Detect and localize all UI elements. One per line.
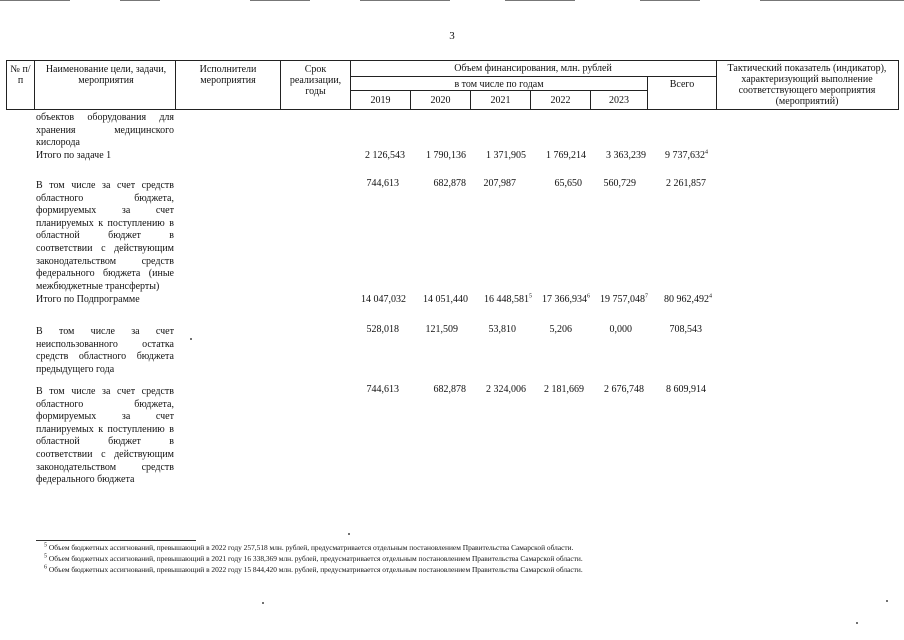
header-year-2020: 2020 [430, 95, 451, 106]
header-by-years: в том числе по годам [454, 79, 544, 90]
value-cell: 1 790,136 [426, 150, 466, 161]
scan-speck [262, 602, 264, 604]
header-year-2019: 2019 [370, 95, 391, 106]
value-cell: 1 769,214 [546, 150, 586, 161]
value-cell: 5,206 [549, 324, 572, 335]
scan-speck [886, 600, 888, 602]
value-cell: 3 363,239 [606, 150, 646, 161]
header-total: Всего [669, 79, 695, 90]
value-cell: 16 448,581$^5$ [484, 293, 532, 305]
footnote-divider [36, 540, 196, 541]
row-federal-funds-label: В том числе за счет средств областного бюджета, формируемых за счет планируемых к поступлению в областной бюджет в соответствии с действующим законодательством средств федерального бюджета [36, 386, 174, 486]
footnote: $^5$ Объем бюджетных ассигнований, превышающий в 2021 году 16 338,369 млн. рублей, предусматривается отдельным постановлением Правительства Самарской области. [44, 553, 583, 563]
value-cell: 744,613 [366, 384, 399, 395]
row-continuation-label: объектов оборудования для хранения медицинского кислорода [36, 112, 174, 149]
value-cell-total: 708,543 [669, 324, 702, 335]
value-cell: 207,987 [483, 178, 516, 189]
value-cell: 2 181,669 [544, 384, 584, 395]
top-edge-rules [0, 0, 904, 2]
value-cell: 2 126,543 [365, 150, 405, 161]
page-number: 3 [449, 30, 455, 42]
value-cell: 53,810 [488, 324, 516, 335]
row-federal-transfers-label: В том числе за счет средств областного бюджета, формируемых за счет планируемых к поступлению в областной бюджет в соответствии с действующим законодательством средств федерального бюджета (иные межбюджетные трансферты) [36, 180, 174, 292]
header-indicator: Тактический показатель (индикатор), характеризующий выполнение соответствующего мероприятия (мероприятий) [727, 63, 887, 107]
value-cell: 65,650 [554, 178, 582, 189]
header-term: Срок реализации, годы [289, 64, 342, 97]
row-task1-total-label: Итого по задаче 1 [36, 150, 112, 161]
value-cell: 17 366,934$^6$ [542, 293, 590, 305]
footnote: $^5$ Объем бюджетных ассигнований, превышающий в 2022 году 257,518 млн. рублей, предусматривается отдельным постановлением Правительства Самарской области. [44, 542, 574, 552]
value-cell: 682,878 [433, 384, 466, 395]
scan-speck [856, 622, 858, 624]
scan-speck [348, 533, 350, 535]
value-cell: 14 051,440 [423, 294, 468, 305]
row-unused-balance-label: В том числе за счет неиспользованного остатка средств областного бюджета предыдущего года [36, 326, 174, 375]
value-cell: 528,018 [366, 324, 399, 335]
header-year-2022: 2022 [550, 95, 571, 106]
footnote: $^6$ Объем бюджетных ассигнований, превышающий в 2022 году 15 844,420 млн. рублей, предусматривается отдельным постановлением Правительства Самарской области. [44, 564, 583, 574]
value-cell: 19 757,048$^7$ [600, 293, 648, 305]
value-cell: 1 371,905 [486, 150, 526, 161]
header-name: Наименование цели, задачи, мероприятия [45, 64, 167, 86]
header-executors: Исполнители мероприятия [199, 64, 257, 86]
header-funding: Объем финансирования, млн. рублей [454, 63, 612, 74]
value-cell: 0,000 [609, 324, 632, 335]
value-cell: 744,613 [366, 178, 399, 189]
header-year-2023: 2023 [609, 95, 629, 106]
value-cell-total: 2 261,857 [666, 178, 706, 189]
header-num: № п/п [10, 64, 31, 86]
value-cell-total: 80 962,492$^4$ [664, 293, 712, 305]
scan-speck [190, 338, 192, 340]
value-cell-total: 8 609,914 [666, 384, 706, 395]
value-cell: 560,729 [603, 178, 636, 189]
value-cell: 2 324,006 [486, 384, 526, 395]
header-year-2021: 2021 [490, 95, 511, 106]
value-cell-total: 9 737,632$^4$ [665, 149, 708, 161]
value-cell: 121,509 [425, 324, 458, 335]
value-cell: 682,878 [433, 178, 466, 189]
value-cell: 14 047,032 [361, 294, 406, 305]
row-subprogram-total-label: Итого по Подпрограмме [36, 294, 140, 305]
value-cell: 2 676,748 [604, 384, 644, 395]
